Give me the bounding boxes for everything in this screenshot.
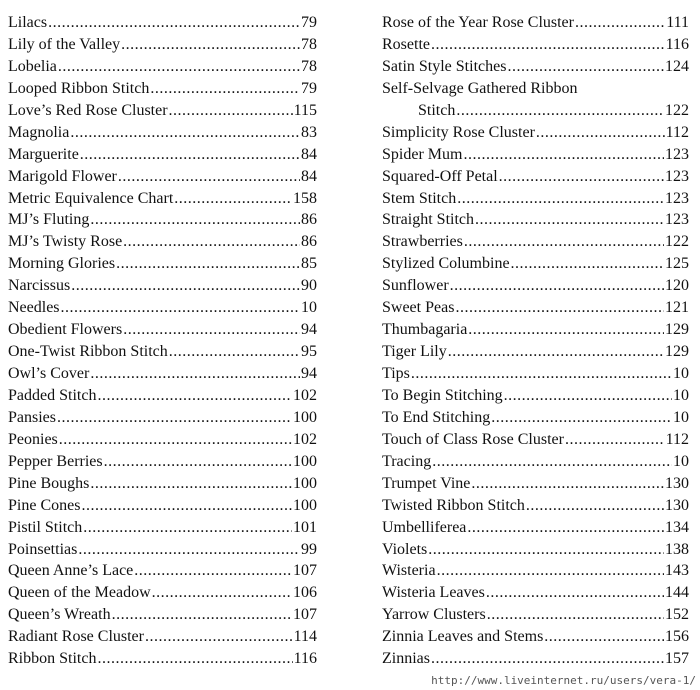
dot-leader xyxy=(169,100,293,122)
index-entry xyxy=(382,560,689,582)
entry-page-number: 152 xyxy=(665,606,689,624)
entry-page-number: 85 xyxy=(301,255,317,273)
entry-name: Wisteria Leaves xyxy=(382,584,485,602)
entry-page-number: 10 xyxy=(673,365,689,383)
entry-page-number: 100 xyxy=(293,452,317,470)
index-entry xyxy=(382,582,689,604)
entry-page-number: 100 xyxy=(293,496,317,514)
entry-name: Metric Equivalence Chart xyxy=(8,189,174,207)
entry-page-number: 112 xyxy=(665,123,689,141)
entry-name: Marguerite xyxy=(8,145,79,163)
index-entry xyxy=(382,451,689,473)
entry-name: Stylized Columbine xyxy=(382,255,510,273)
entry-page-number: 94 xyxy=(301,365,317,382)
entry-name: Umbelliferea xyxy=(382,518,467,536)
entry-name: MJ’s Twisty Rose xyxy=(8,233,123,251)
index-entry xyxy=(8,473,317,495)
entry-page-number: 100 xyxy=(293,474,317,492)
index-entry xyxy=(8,648,317,670)
entry-page-number: 79 xyxy=(301,14,317,31)
index-entry xyxy=(382,275,689,297)
index-entry xyxy=(382,604,689,626)
index-entry xyxy=(8,429,317,451)
dot-leader xyxy=(90,209,300,231)
index-entry xyxy=(8,166,317,188)
dot-leader xyxy=(116,253,300,275)
dot-leader xyxy=(411,363,672,385)
entry-page-number: 106 xyxy=(293,584,317,602)
index-entry xyxy=(8,341,317,363)
dot-leader xyxy=(431,648,664,670)
index-entry xyxy=(382,473,689,495)
entry-name: Stem Stitch xyxy=(382,189,457,207)
entry-name: Obedient Flowers xyxy=(8,321,123,339)
dot-leader xyxy=(81,495,292,517)
index-entry xyxy=(382,341,689,363)
index-entry xyxy=(8,209,317,231)
entry-page-number: 10 xyxy=(301,299,317,317)
entry-page-number: 125 xyxy=(665,255,689,273)
index-entry xyxy=(8,604,317,626)
entry-name: Love’s Red Rose Cluster xyxy=(8,101,168,119)
entry-name: Pine Boughs xyxy=(8,474,90,492)
dot-leader xyxy=(471,473,664,495)
entry-page-number: 107 xyxy=(293,562,317,580)
entry-name: Thumbagaria xyxy=(382,321,468,339)
dot-leader xyxy=(123,231,300,253)
dot-leader xyxy=(544,626,664,648)
dot-leader xyxy=(456,100,664,122)
index-entry xyxy=(382,253,689,275)
index-entry xyxy=(8,231,317,253)
entry-page-number: 156 xyxy=(665,628,689,646)
index-entry xyxy=(382,495,689,517)
index-entry xyxy=(8,626,317,648)
entry-page-number: 134 xyxy=(665,518,689,536)
index-entry xyxy=(382,385,689,407)
index-entry xyxy=(8,385,317,407)
entry-name: Lobelia xyxy=(8,57,57,75)
index-entry xyxy=(382,122,689,144)
dot-leader xyxy=(97,648,292,670)
entry-name: Magnolia xyxy=(8,123,70,141)
entry-name: One-Twist Ribbon Stitch xyxy=(8,343,168,361)
index-entry xyxy=(8,100,317,122)
dot-leader xyxy=(575,12,665,34)
dot-leader xyxy=(464,231,664,253)
entry-name: Violets xyxy=(382,540,428,558)
dot-leader xyxy=(152,582,292,604)
entry-page-number: 120 xyxy=(665,277,689,295)
entry-page-number: 102 xyxy=(293,386,317,404)
entry-name: Trumpet Vine xyxy=(382,474,471,492)
entry-page-number: 83 xyxy=(301,123,317,141)
entry-page-number: 123 xyxy=(665,145,689,163)
entry-name: Padded Stitch xyxy=(8,386,97,404)
dot-leader xyxy=(526,495,664,517)
index-entry xyxy=(8,539,317,561)
index-entry xyxy=(8,319,317,341)
dot-leader xyxy=(463,144,664,166)
index-entry xyxy=(8,451,317,473)
dot-leader xyxy=(504,385,672,407)
index-entry xyxy=(8,517,317,539)
entry-page-number: 121 xyxy=(665,299,689,317)
entry-page-number: 122 xyxy=(665,233,689,251)
index-entry xyxy=(382,209,689,231)
index-entry xyxy=(382,363,689,385)
entry-page-number: 101 xyxy=(293,518,317,536)
index-entry xyxy=(382,539,689,561)
dot-leader xyxy=(83,517,292,539)
entry-page-number: 116 xyxy=(293,650,317,668)
dot-leader xyxy=(565,429,665,451)
index-entry xyxy=(382,319,689,341)
index-entry xyxy=(382,166,689,188)
dot-leader xyxy=(475,209,664,231)
dot-leader xyxy=(174,188,292,210)
entry-name: Pine Cones xyxy=(8,496,81,514)
entry-page-number: 111 xyxy=(666,14,689,31)
index-entry xyxy=(8,144,317,166)
entry-name: Lilacs xyxy=(8,14,48,31)
entry-name: Poinsettias xyxy=(8,540,78,558)
entry-name: Marigold Flower xyxy=(8,167,117,185)
dot-leader xyxy=(448,341,664,363)
index-entry xyxy=(382,297,689,319)
index-entry xyxy=(382,407,689,429)
dot-leader xyxy=(499,166,664,188)
dot-leader xyxy=(150,78,300,100)
entry-name: Touch of Class Rose Cluster xyxy=(382,430,564,448)
entry-page-number: 123 xyxy=(665,189,689,207)
entry-page-number: 115 xyxy=(293,101,317,119)
entry-page-number: 107 xyxy=(293,606,317,624)
dot-leader xyxy=(491,407,672,429)
entry-name: Queen Anne’s Lace xyxy=(8,562,134,580)
entry-page-number: 100 xyxy=(293,408,317,426)
dot-leader xyxy=(536,122,665,144)
entry-page-number: 84 xyxy=(301,145,317,163)
entry-name: Sweet Peas xyxy=(382,299,455,317)
entry-name: Needles xyxy=(8,299,60,317)
entry-page-number: 84 xyxy=(301,167,317,185)
dot-leader xyxy=(48,12,300,34)
entry-name: Self-Selvage Gathered Ribbon xyxy=(382,79,578,97)
entry-page-number: 95 xyxy=(301,343,317,361)
entry-page-number: 94 xyxy=(301,321,317,339)
entry-page-number: 90 xyxy=(301,277,317,295)
dot-leader xyxy=(61,297,300,319)
entry-page-number: 86 xyxy=(301,211,317,229)
entry-name: Tips xyxy=(382,365,410,383)
entry-page-number: 144 xyxy=(665,584,689,602)
entry-page-number: 157 xyxy=(665,650,689,668)
dot-leader xyxy=(70,122,300,144)
entry-name-continued: Stitch xyxy=(418,101,456,119)
dot-leader xyxy=(467,517,664,539)
entry-name: Pansies xyxy=(8,408,56,426)
entry-page-number: 130 xyxy=(665,474,689,492)
entry-name: Zinnias xyxy=(382,650,430,668)
entry-name: Sunflower xyxy=(382,277,449,295)
dot-leader xyxy=(511,253,664,275)
index-entry xyxy=(8,560,317,582)
entry-page-number: 10 xyxy=(673,386,689,404)
dot-leader xyxy=(80,144,300,166)
entry-page-number: 130 xyxy=(665,496,689,514)
dot-leader xyxy=(58,56,300,78)
entry-name: Tiger Lily xyxy=(382,343,447,361)
index-entry xyxy=(382,12,689,34)
entry-name: Satin Style Stitches xyxy=(382,57,507,75)
dot-leader xyxy=(59,429,292,451)
entry-page-number: 79 xyxy=(301,79,317,97)
entry-name: Tracing xyxy=(382,452,432,470)
dot-leader xyxy=(112,604,292,626)
entry-name: Squared-Off Petal xyxy=(382,167,498,185)
watermark-url: http://www.liveinternet.ru/users/vera-1/ xyxy=(431,674,696,687)
entry-page-number: 102 xyxy=(293,430,317,448)
index-entry xyxy=(8,12,317,34)
dot-leader xyxy=(121,34,300,56)
entry-name: Lily of the Valley xyxy=(8,35,121,53)
entry-name: Ribbon Stitch xyxy=(8,650,97,668)
dot-leader xyxy=(428,539,664,561)
entry-page-number: 99 xyxy=(301,540,317,558)
index-column-right xyxy=(382,12,689,670)
entry-name: Peonies xyxy=(8,430,58,448)
entry-page-number: 123 xyxy=(665,167,689,185)
index-entry xyxy=(382,429,689,451)
index-entry xyxy=(382,188,689,210)
entry-name: Queen of the Meadow xyxy=(8,584,151,602)
entry-name: Pepper Berries xyxy=(8,452,103,470)
entry-page-number: 158 xyxy=(293,189,317,207)
entry-name: Radiant Rose Cluster xyxy=(8,628,144,646)
dot-leader xyxy=(78,539,300,561)
entry-name: Rose of the Year Rose Cluster xyxy=(382,14,574,31)
index-column-left xyxy=(8,12,317,670)
dot-leader xyxy=(507,56,664,78)
entry-page-number: 124 xyxy=(665,57,689,75)
index-entry xyxy=(8,495,317,517)
index-entry xyxy=(382,648,689,670)
index-entry xyxy=(382,626,689,648)
dot-leader xyxy=(431,34,665,56)
dot-leader xyxy=(432,451,672,473)
index-entry xyxy=(8,275,317,297)
dot-leader xyxy=(134,560,292,582)
index-entry xyxy=(8,188,317,210)
entry-name: Straight Stitch xyxy=(382,211,474,229)
index-entry xyxy=(382,231,689,253)
entry-continuation xyxy=(382,100,689,122)
entry-name: Rosette xyxy=(382,35,430,53)
index-entry xyxy=(8,363,317,385)
dot-leader xyxy=(457,188,664,210)
dot-leader xyxy=(104,451,292,473)
index-entry xyxy=(8,34,317,56)
entry-name: Zinnia Leaves and Stems xyxy=(382,628,544,646)
dot-leader xyxy=(97,385,292,407)
dot-leader xyxy=(57,407,292,429)
dot-leader xyxy=(90,473,292,495)
entry-name: Wisteria xyxy=(382,562,436,580)
entry-name: Looped Ribbon Stitch xyxy=(8,79,150,97)
entry-name: Queen’s Wreath xyxy=(8,606,111,624)
index-entry xyxy=(382,144,689,166)
entry-page-number: 10 xyxy=(673,408,689,426)
entry-page-number: 10 xyxy=(673,452,689,470)
entry-name: Twisted Ribbon Stitch xyxy=(382,496,525,514)
entry-page-number: 114 xyxy=(293,628,317,646)
entry-page-number: 129 xyxy=(665,343,689,361)
entry-name: Simplicity Rose Cluster xyxy=(382,123,535,141)
entry-page-number: 78 xyxy=(301,57,317,75)
entry-name: To End Stitching xyxy=(382,408,491,426)
dot-leader xyxy=(169,341,300,363)
entry-name: To Begin Stitching xyxy=(382,386,503,404)
entry-name: Morning Glories xyxy=(8,255,116,273)
index-entry xyxy=(8,297,317,319)
index-entry xyxy=(8,78,317,100)
dot-leader xyxy=(486,582,664,604)
entry-name: MJ’s Fluting xyxy=(8,211,90,229)
entry-page-number: 116 xyxy=(665,35,689,53)
entry-name: Owl’s Cover xyxy=(8,365,90,382)
entry-name: Spider Mum xyxy=(382,145,463,163)
entry-page-number: 112 xyxy=(665,430,689,448)
index-entry xyxy=(8,407,317,429)
index-entry xyxy=(382,517,689,539)
index-entry xyxy=(8,122,317,144)
dot-leader xyxy=(145,626,293,648)
entry-page-number: 143 xyxy=(665,562,689,580)
entry-page-number: 129 xyxy=(665,321,689,339)
index-entry xyxy=(8,253,317,275)
entry-page-number: 138 xyxy=(665,540,689,558)
dot-leader xyxy=(71,275,300,297)
entry-name: Narcissus xyxy=(8,277,71,295)
entry-page-number: 122 xyxy=(665,101,689,119)
entry-name: Strawberries xyxy=(382,233,463,251)
entry-page-number: 123 xyxy=(665,211,689,229)
entry-name: Yarrow Clusters xyxy=(382,606,486,624)
index-entry xyxy=(382,34,689,56)
index-entry xyxy=(382,78,689,122)
dot-leader xyxy=(450,275,664,297)
dot-leader xyxy=(118,166,300,188)
dot-leader xyxy=(455,297,664,319)
index-entry xyxy=(8,56,317,78)
dot-leader xyxy=(468,319,664,341)
index-entry xyxy=(382,56,689,78)
entry-page-number: 86 xyxy=(301,233,317,251)
dot-leader xyxy=(487,604,664,626)
dot-leader xyxy=(90,363,300,385)
index-entry xyxy=(8,582,317,604)
entry-page-number: 78 xyxy=(301,35,317,53)
dot-leader xyxy=(437,560,664,582)
dot-leader xyxy=(123,319,300,341)
entry-name: Pistil Stitch xyxy=(8,518,83,536)
